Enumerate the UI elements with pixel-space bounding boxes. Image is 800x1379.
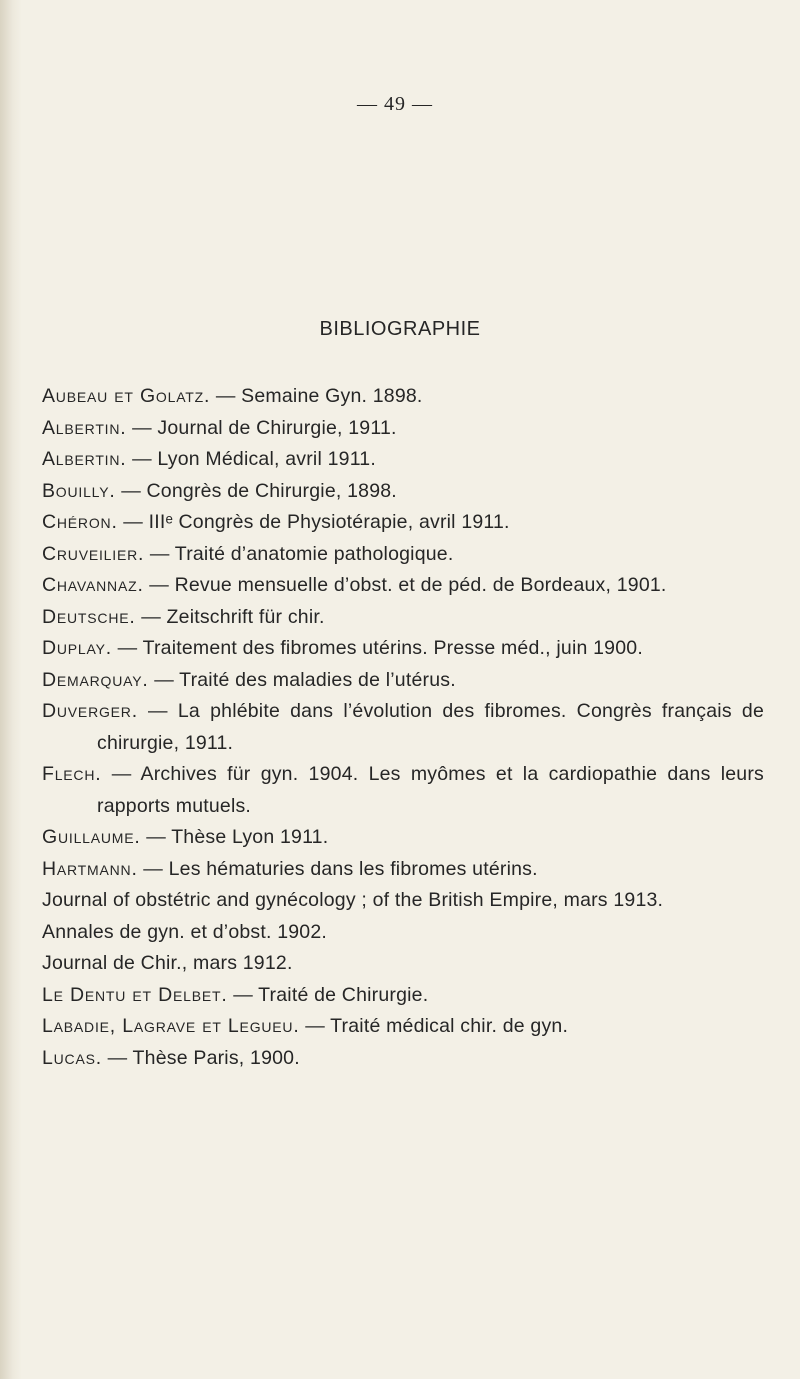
bibliography-entry [42, 696, 764, 759]
bibliography-entry [42, 381, 764, 413]
entry-reference: — Traité de Chirurgie. [227, 983, 429, 1006]
entry-reference: — Journal de Chirurgie, 1911. [126, 416, 397, 439]
entry-reference: — Revue mensuelle d’obst. et de péd. de Bordeaux, 1901. [143, 574, 667, 596]
bibliography-entry [42, 1011, 764, 1043]
entry-author: Demarquay. [42, 668, 149, 691]
bibliography-entry [42, 885, 764, 917]
entry-reference: Annales de gyn. et d’obst. 1902. [42, 920, 328, 943]
entry-reference: — Semaine Gyn. 1898. [210, 385, 423, 407]
entry-reference: Journal de Chir., mars 1912. [42, 952, 293, 974]
bibliography-entry [42, 822, 764, 854]
entry-author: Le Dentu et Delbet. [42, 983, 228, 1006]
section-heading: BIBLIOGRAPHIE [319, 318, 481, 340]
entry-author: Lucas. [42, 1046, 102, 1069]
bibliography-entry [42, 633, 764, 665]
entry-reference: — Traité d’anatomie pathologique. [144, 542, 454, 565]
entry-reference: — La phlébite dans l’évolution des fibromes. Congrès français de chirurgie, 1911. [97, 700, 764, 754]
entry-reference: — Les hématuries dans les fibromes utérins. [137, 857, 538, 880]
entry-reference: — Thèse Paris, 1900. [101, 1046, 300, 1069]
entry-reference: — Lyon Médical, avril 1911. [126, 448, 376, 470]
entry-reference: — Traitement des fibromes utérins. Presse méd., juin 1900. [111, 637, 643, 659]
entry-author: Labadie, Lagrave et Legueu. [42, 1015, 300, 1037]
entry-reference: — Archives für gyn. 1904. Les myômes et la cardiopathie dans leurs rapports mutuels. [97, 763, 764, 817]
entry-author: Albertin. [42, 448, 127, 470]
entry-author: Duplay. [42, 637, 112, 659]
bibliography-entry [42, 602, 764, 634]
bibliography-entry [42, 980, 764, 1012]
entry-author: Guillaume. [42, 826, 141, 848]
entry-author: Flech. [42, 763, 102, 785]
entry-reference: — Congrès de Chirurgie, 1898. [115, 479, 397, 502]
bibliography-entry [42, 759, 764, 822]
entry-author: Albertin. [42, 416, 127, 439]
bibliography-entry [42, 665, 764, 697]
entry-reference: — IIIᵉ Congrès de Physiotérapie, avril 1911. [117, 511, 510, 533]
bibliography-entry [42, 854, 764, 886]
bibliography-entry [42, 1043, 764, 1075]
bibliography-entry [42, 507, 764, 539]
bibliography-entry [42, 476, 764, 508]
entry-reference: — Zeitschrift für chir. [135, 605, 325, 628]
entry-author: Chavannaz. [42, 574, 144, 596]
entry-author: Cruveilier. [42, 542, 145, 565]
bibliography-list [42, 381, 764, 1074]
entry-author: Deutsche. [42, 605, 136, 628]
entry-author: Chéron. [42, 511, 118, 533]
bibliography-entry [42, 917, 764, 949]
entry-reference: Journal of obstétric and gynécology ; of the British Empire, mars 1913. [42, 889, 664, 911]
page-number: — 49 — [357, 93, 433, 115]
entry-author: Duverger. [42, 700, 138, 722]
bibliography-entry [42, 570, 764, 602]
bibliography-entry [42, 413, 764, 445]
page-edge-shadow [0, 0, 22, 1379]
entry-author: Hartmann. [42, 857, 138, 880]
bibliography-entry [42, 444, 764, 476]
entry-reference: — Traité des maladies de l’utérus. [148, 668, 456, 691]
entry-author: Bouilly. [42, 479, 116, 502]
entry-reference: — Thèse Lyon 1911. [140, 826, 329, 848]
entry-reference: — Traité médical chir. de gyn. [299, 1015, 569, 1037]
bibliography-entry [42, 539, 764, 571]
entry-author: Aubeau et Golatz. [42, 385, 211, 407]
bibliography-entry [42, 948, 764, 980]
